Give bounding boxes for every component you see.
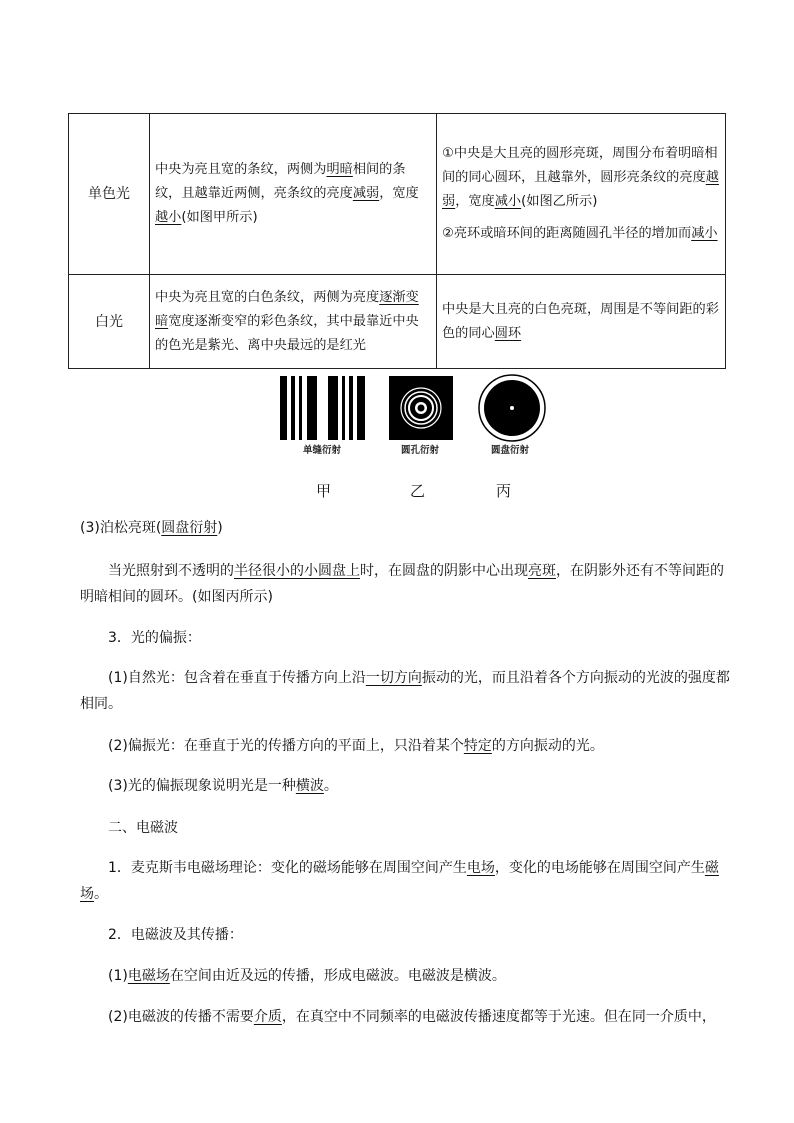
text-run: 中央为亮且宽的白色条纹，两侧为亮度: [155, 289, 380, 305]
text-run: (2)电磁波的传播不需要: [108, 1009, 254, 1025]
heading-polarization: [80, 625, 730, 651]
underlined-term: 介质: [253, 1009, 282, 1025]
table-row-monochromatic: [69, 114, 726, 275]
underlined-term: 半径很小的小圆盘上: [234, 563, 360, 579]
text-run: 1．麦克斯韦电磁场理论：变化的磁场能够在周围空间产生: [108, 860, 467, 876]
underlined-term: 磁场: [80, 860, 719, 902]
underlined-term: 特定: [463, 738, 492, 754]
paragraph-em-field: [80, 963, 730, 989]
text-run: 相间的条纹，且越靠近两侧，亮条纹的亮度: [155, 162, 406, 201]
white-single-slit-description: [150, 275, 437, 369]
table-row-white-light: [69, 275, 726, 369]
underlined-term: 电场: [466, 860, 495, 876]
text-run: 2．电磁波及其传播：: [108, 927, 243, 943]
text-run: 。: [323, 778, 338, 794]
text-run: (1): [108, 968, 128, 984]
underlined-term: 明暗: [326, 162, 353, 177]
text-run: 振动的光，而且沿着各个方向振动的光波的强度都相同。: [80, 670, 730, 712]
circular-hole-point-1: [442, 142, 720, 214]
underlined-term: 圆环: [494, 325, 522, 341]
white-circular-description: [437, 275, 726, 369]
text-run: (2)偏振光：在垂直于光的传播方向的平面上，只沿着某个: [108, 738, 464, 754]
text-run: 3．光的偏振：: [108, 630, 201, 646]
circular-disk-pattern-image: [477, 373, 547, 443]
text-run: ②亮环或暗环间的距离随圆孔半径的增加而: [442, 226, 692, 241]
figure-label-yi: 乙: [410, 482, 426, 500]
circular-hole-pattern-image: [389, 376, 453, 440]
text-run: 中央是大且亮的白色亮斑，周围是不等间距的彩色的同心: [442, 301, 719, 341]
comparison-table: [68, 113, 726, 369]
underlined-term: 减小: [691, 226, 718, 241]
underlined-term: 减小: [494, 194, 522, 209]
text-run: 当光照射到不透明的: [108, 563, 234, 579]
caption-circular-disk: 圆盘衍射: [491, 445, 530, 456]
underlined-term: 横波: [295, 778, 324, 794]
text-run: ): [217, 520, 223, 536]
text-run: (3)泊松亮斑(: [80, 520, 162, 536]
paragraph-natural-light: [80, 665, 730, 717]
row-label-white-light: 白光: [69, 275, 150, 369]
text-run: 。: [94, 886, 108, 902]
figure-label-bing: 丙: [496, 482, 512, 500]
single-slit-pattern-image: [280, 376, 365, 440]
underlined-term: 越小: [155, 210, 182, 225]
caption-single-slit: 单缝衍射: [303, 445, 342, 456]
heading-electromagnetic-waves: [80, 815, 730, 841]
text-run: ，宽度: [379, 186, 419, 201]
underlined-term: 减弱: [352, 186, 380, 201]
text-run: 的方向振动的光。: [491, 738, 604, 754]
text-run: ，宽度: [455, 194, 495, 209]
text-run: 宽度逐渐变窄的彩色条纹，其中最靠近中央的色光是紫光、离中央最远的是红光: [155, 313, 419, 353]
text-run: ，在阴影外还有不等间距的明暗相间的圆环。(如图丙所示): [80, 563, 724, 605]
paragraph-disk-diffraction: [80, 558, 730, 610]
text-run: 二、电磁波: [108, 820, 178, 836]
underlined-term: 越弱: [442, 170, 719, 209]
underlined-term: 圆盘衍射: [161, 520, 218, 536]
single-slit-description: [150, 114, 437, 275]
paragraph-polarized-light: [80, 733, 730, 759]
text-run: ，变化的电场能够在周围空间产生: [494, 860, 705, 876]
text-run: (3)光的偏振现象说明光是一种: [108, 778, 296, 794]
paragraph-em-medium: [80, 1004, 730, 1030]
caption-circular-hole: 圆孔衍射: [401, 445, 440, 456]
diffraction-figures: [0, 372, 794, 506]
text-run: (如图甲所示): [181, 210, 258, 225]
circular-hole-description: [437, 114, 726, 275]
text-run: (如图乙所示): [521, 194, 598, 209]
text-run: 在空间由近及远的传播，形成电磁波。电磁波是横波。: [169, 968, 506, 984]
underlined-term: 电磁场: [127, 968, 170, 984]
text-run: 中央为亮且宽的条纹，两侧为: [155, 162, 327, 177]
paragraph-poisson-spot: [80, 515, 730, 541]
circular-hole-point-2: [442, 222, 720, 246]
paragraph-transverse-wave: [80, 773, 730, 799]
heading-em-propagation: [80, 922, 730, 948]
text-run: 时，在圆盘的阴影中心出现: [360, 563, 528, 579]
row-label-monochromatic: 单色光: [69, 114, 150, 275]
underlined-term: 亮斑: [528, 563, 556, 579]
text-run: ，在真空中不同频率的电磁波传播速度都等于光速。但在同一介质中，: [281, 1009, 716, 1025]
text-run: (1)自然光：包含着在垂直于传播方向上沿: [108, 670, 366, 686]
figure-label-jia: 甲: [316, 482, 332, 500]
underlined-term: 一切方向: [365, 670, 422, 686]
underlined-term: 逐渐变暗: [155, 289, 419, 329]
text-run: ①中央是大且亮的圆形亮斑，周围分布着明暗相间的同心圆环，且越靠外，圆形亮条纹的亮度: [442, 146, 718, 185]
paragraph-maxwell-theory: [80, 855, 730, 907]
